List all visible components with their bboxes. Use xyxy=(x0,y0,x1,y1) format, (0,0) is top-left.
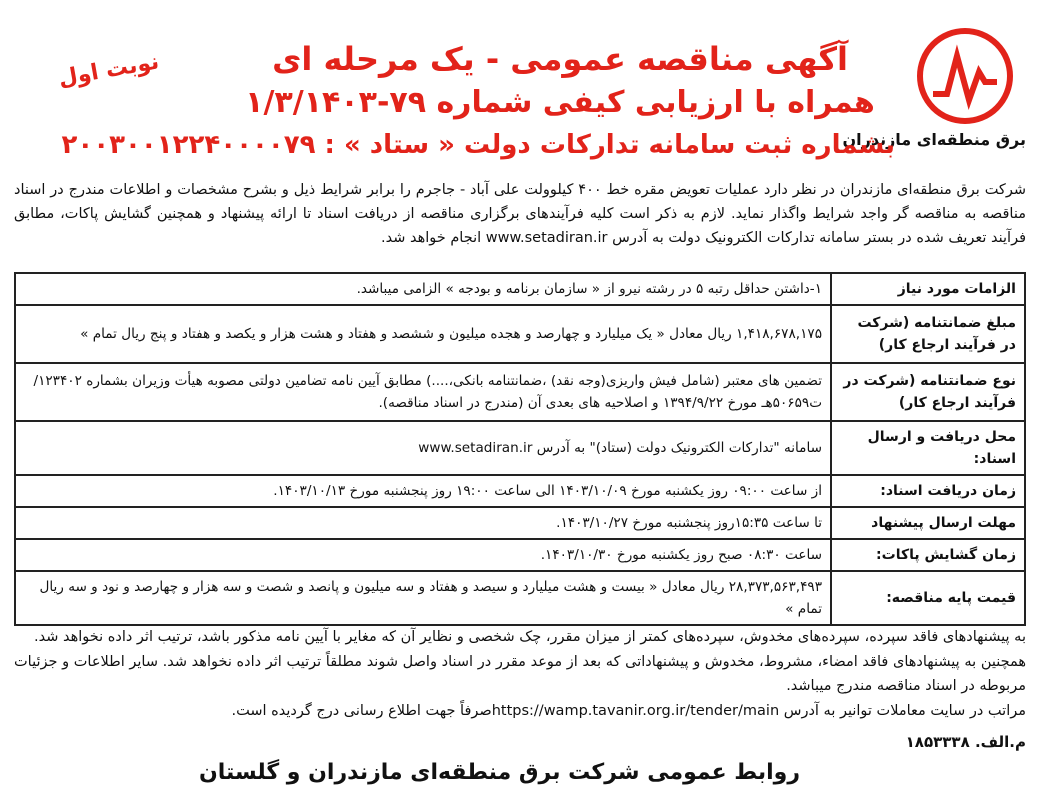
row-label: مبلغ ضمانتنامه (شرکت در فرآیند ارجاع کار) xyxy=(831,305,1025,363)
row-value: از ساعت ۰۹:۰۰ روز یکشنبه مورخ ۱۴۰۳/۱۰/۰۹ الی ساعت ۱۹:۰۰ روز پنجشنبه مورخ ۱۴۰۳/۱۰/۱۳. xyxy=(15,475,831,507)
row-label: قیمت پایه مناقصه: xyxy=(831,571,1025,625)
intro-paragraph xyxy=(14,178,1026,250)
table-row xyxy=(15,507,1025,539)
footer-line-deposit: به پیشنهادهای فاقد سپرده، سپرده‌های مخدوش، سپرده‌های کمتر از میزان مقرر، چک شخصی و نظایر آن که مغایر با آیین نامه مذکور باشد، ترتیب اثر داده نخواهد شد. xyxy=(34,629,1026,645)
table-row xyxy=(15,571,1025,625)
row-label: زمان دریافت اسناد: xyxy=(831,475,1025,507)
row-label: محل دریافت و ارسال اسناد: xyxy=(831,421,1025,475)
row-value: ۲۸,۳۷۳,۵۶۳,۴۹۳ ریال معادل « بیست و هشت میلیارد و سیصد و هفتاد و سه میلیون و پانصد و شصت و سه هزار و چهارصد و نود و سه ریال تمام » xyxy=(15,571,831,625)
round-label: نوبت اول xyxy=(56,49,161,92)
tavanir-text: مراتب در سایت معاملات توانیر به آدرس xyxy=(783,702,1026,719)
table-row xyxy=(15,305,1025,363)
lightning-bolt-icon xyxy=(929,42,1001,114)
tavanir-url[interactable]: https://wamp.tavanir.org.ir/tender/main xyxy=(491,702,780,719)
public-relations-signature: روابط عمومی شرکت برق منطقه‌ای مازندران و گلستان xyxy=(198,760,800,785)
row-value: ۱,۴۱۸,۶۷۸,۱۷۵ ریال معادل « یک میلیارد و چهارصد و هجده میلیون و ششصد و هفتاد و هشت هزار و یکصد و هفتاد و پنج ریال تمام » xyxy=(15,305,831,363)
footer-line-tavanir xyxy=(14,699,1026,724)
notice-title: آگهی مناقصه عمومی - یک مرحله ای xyxy=(272,40,848,78)
row-value: ۱-داشتن حداقل رتبه ۵ در رشته نیرو از « سازمان برنامه و بودجه » الزامی میباشد. xyxy=(15,273,831,305)
tavanir-text-end: صرفاً جهت اطلاع رسانی درج گردیده است. xyxy=(231,702,492,719)
row-label: الزامات مورد نیاز xyxy=(831,273,1025,305)
setad-url[interactable]: www.setadiran.ir xyxy=(485,230,608,246)
row-label: نوع ضمانتنامه (شرکت در فرآیند ارجاع کار) xyxy=(831,363,1025,421)
table-row xyxy=(15,273,1025,305)
table-row xyxy=(15,421,1025,475)
setad-registration-number: بشماره ثبت سامانه تدارکات دولت « ستاد » : ۲۰۰۳۰۰۱۲۲۴۰۰۰۰۷۹ xyxy=(61,130,895,160)
intro-text-end: انجام خواهد شد. xyxy=(380,230,482,246)
row-label: مهلت ارسال پیشنهاد xyxy=(831,507,1025,539)
tender-details-table xyxy=(14,272,1026,626)
footer-line-proposals: همچنین به پیشنهادهای فاقد امضاء، مشروط، مخدوش و پیشنهاداتی که بعد از موعد مقرر در اسناد واصل شوند مطلقاً ترتیب اثر داده نخواهد شد. سایر اطلاعات و جزئیات مربوطه در اسناد مناقصه مندرج میباشد. xyxy=(14,653,1026,694)
table-row xyxy=(15,363,1025,421)
row-value: ساعت ۰۸:۳۰ صبح روز یکشنبه مورخ ۱۴۰۳/۱۰/۳۰. xyxy=(15,539,831,571)
row-value: تا ساعت ۱۵:۳۵روز پنجشنبه مورخ ۱۴۰۳/۱۰/۲۷. xyxy=(15,507,831,539)
intro-text: شرکت برق منطقه‌ای مازندران در نظر دارد عملیات تعویض مقره خط ۴۰۰ کیلوولت علی آباد - جاجرم را برابر شرایط ذیل و بشرح مشخصات و اطلاعات مندرج در اسناد مناقصه به مناقصه گر واجد شرایط واگذار نماید. لازم به ذکر است کلیه فرآیندهای برگزاری مناقصه از دریافت اسناد تا ارائه پیشنهاد و همچنین گشایش پاکات، مطابق فرآیند تعریف شده در بستر سامانه تدارکات الکترونیک دولت به آدرس xyxy=(14,182,1026,246)
company-logo xyxy=(917,28,1013,124)
table-row xyxy=(15,475,1025,507)
footer-notes xyxy=(14,625,1026,723)
row-value: تضمین های معتبر (شامل فیش واریزی(وجه نقد) ،ضمانتنامه بانکی،....) مطابق آیین نامه تضامین دولتی مصوبه هیأت وزیران بشماره ۱۲۳۴۰۲/ت۵۰۶۵۹هـ مورخ ۱۳۹۴/۹/۲۲ و اصلاحیه های بعدی آن (مندرج در اسناد مناقصه). xyxy=(15,363,831,421)
notice-subtitle: همراه با ارزیابی کیفی شماره ۷۹-۱/۳/۱۴۰۳ xyxy=(245,85,875,120)
reference-number: م.الف. ۱۸۵۳۳۳۸ xyxy=(905,733,1026,751)
row-value: سامانه "تدارکات الکترونیک دولت (ستاد)" به آدرس www.setadiran.ir xyxy=(15,421,831,475)
company-name: برق منطقه‌ای مازندران xyxy=(842,130,1026,149)
table-row xyxy=(15,539,1025,571)
row-label: زمان گشایش پاکات: xyxy=(831,539,1025,571)
company-logo-block xyxy=(842,28,1026,149)
